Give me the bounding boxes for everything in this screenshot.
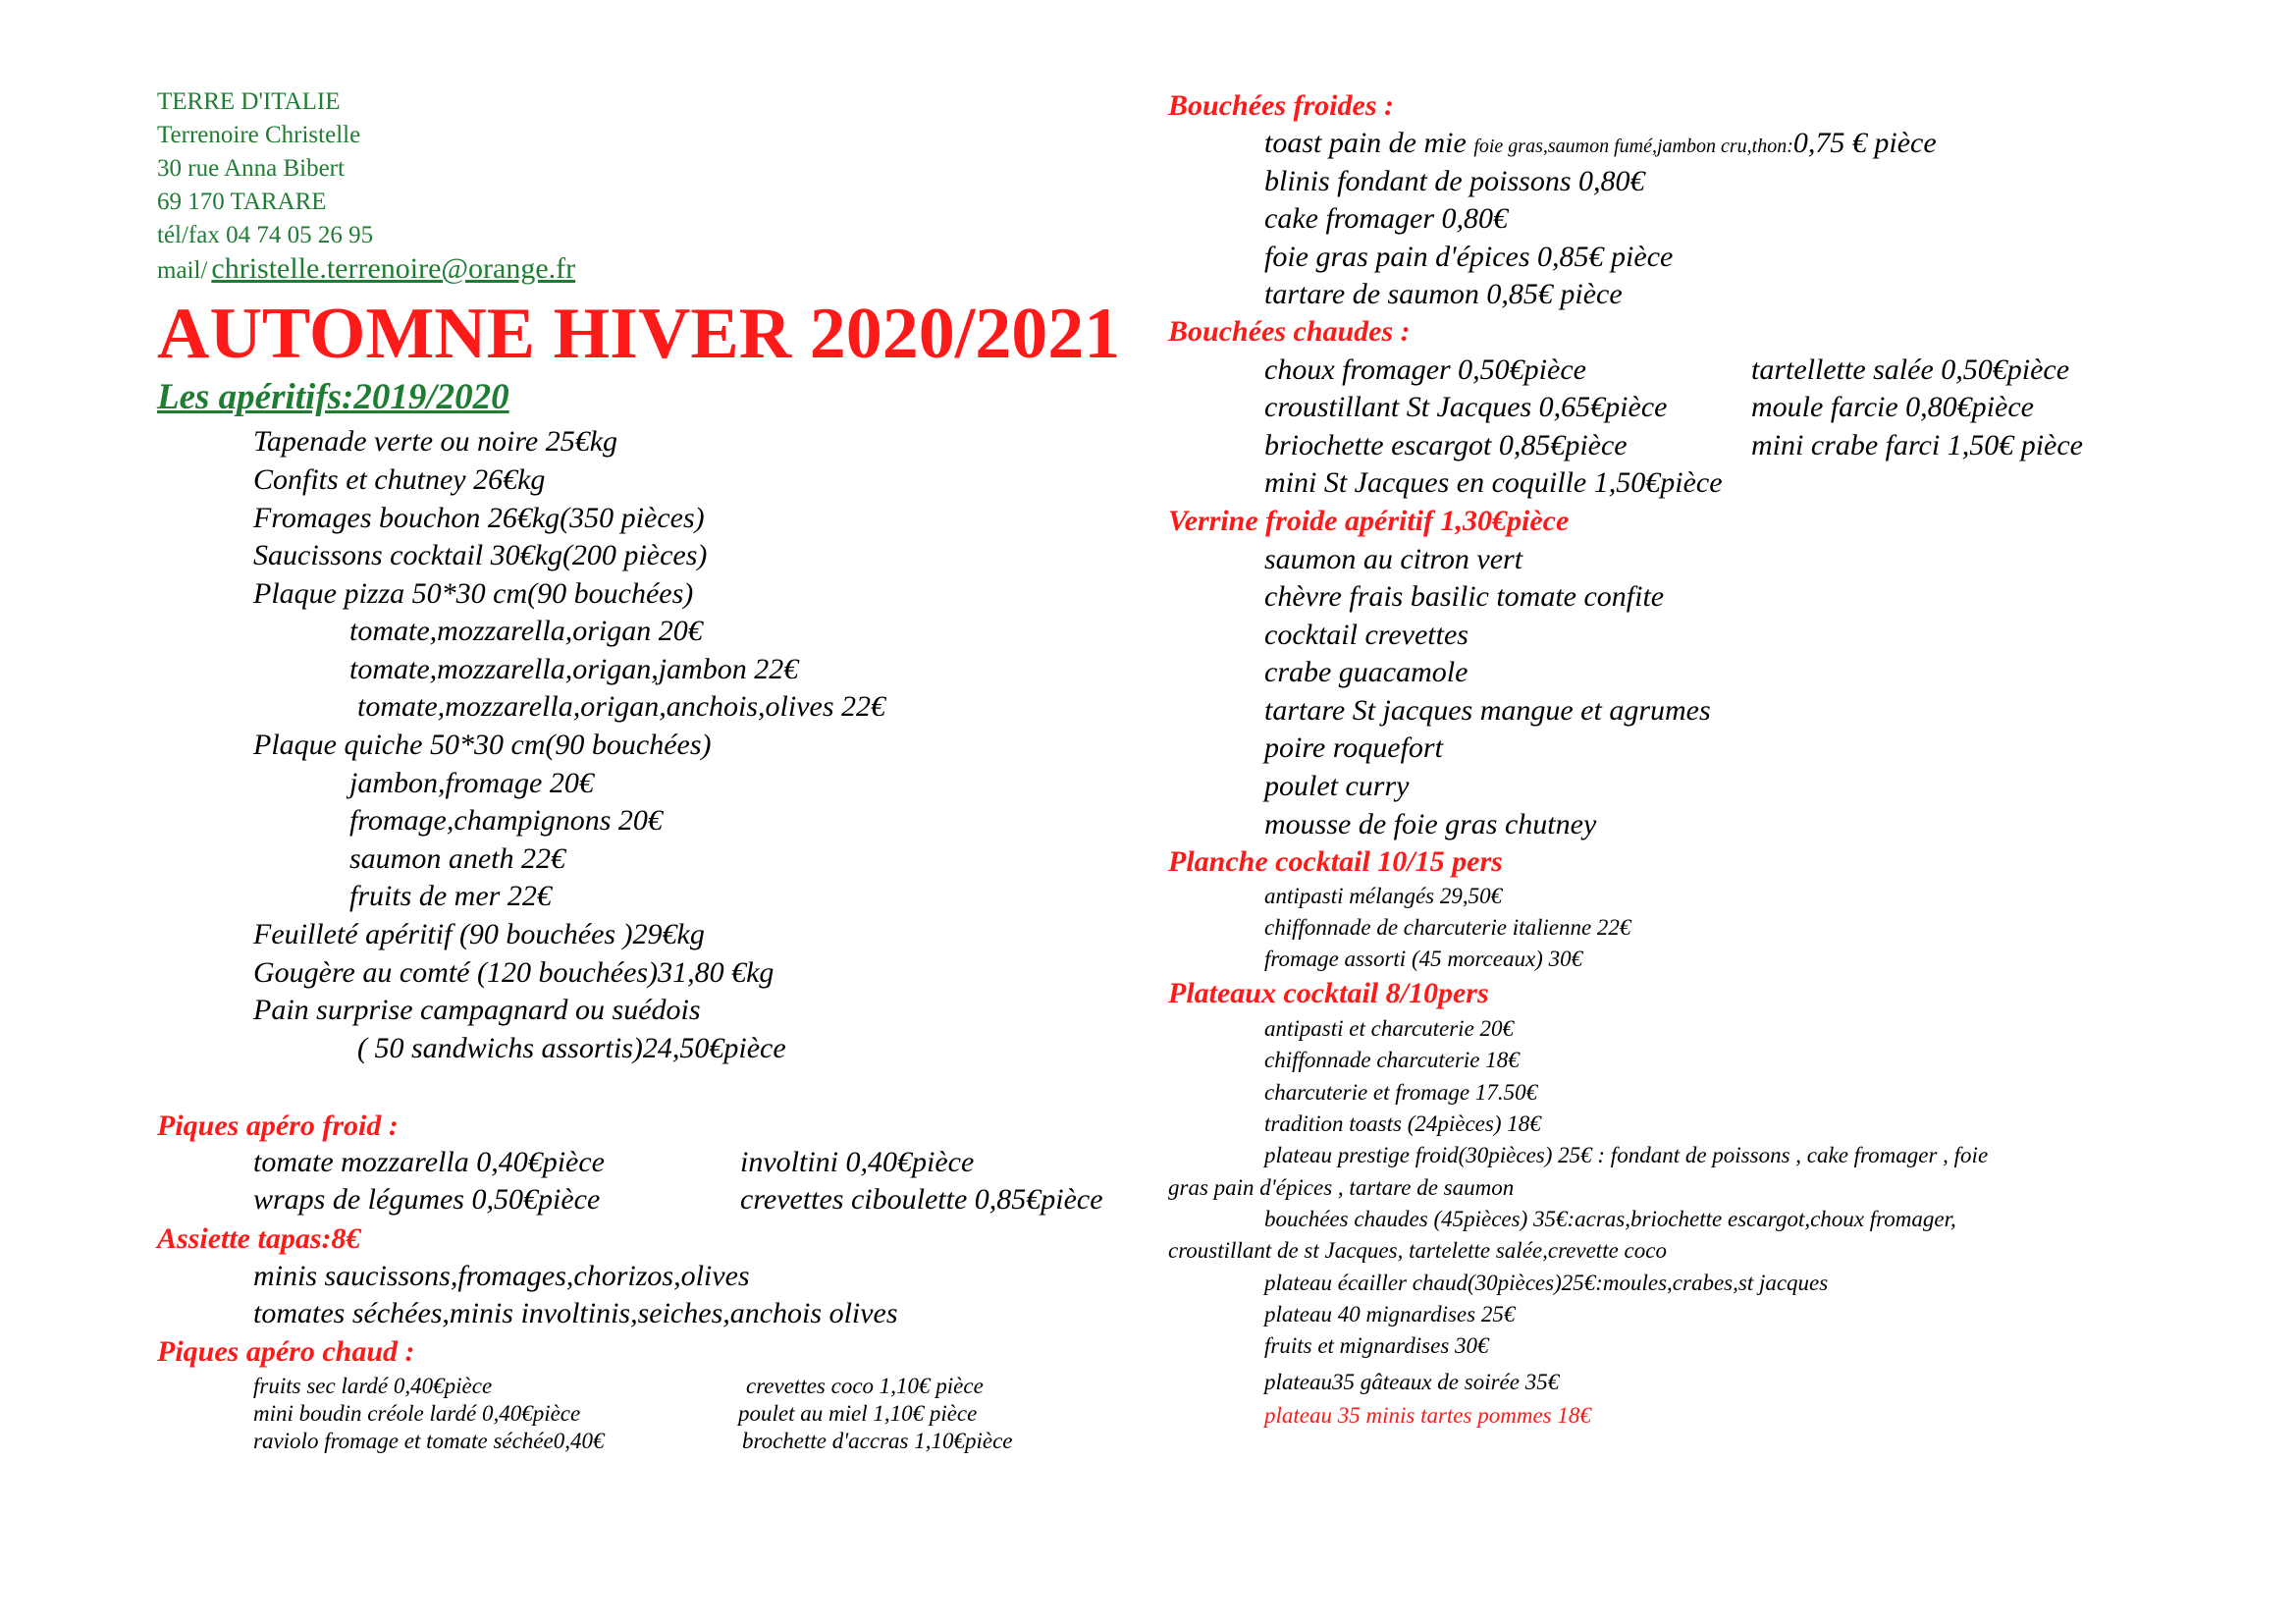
planche-heading: Planche cocktail 10/15 pers [1168, 845, 1503, 878]
list-item: saumon au citron vert [1264, 543, 1523, 575]
list-item [1264, 129, 1937, 158]
list-item: Fromages bouchon 26€kg(350 pièces) [253, 502, 705, 534]
bouchees-chaudes-heading: Bouchées chaudes : [1168, 315, 1411, 348]
list-item: tartare St jacques mangue et agrumes [1264, 694, 1711, 727]
list-item: poire roquefort [1264, 731, 1443, 764]
list-item: plateau35 gâteaux de soirée 35€ [1264, 1370, 1560, 1394]
city: 69 170 TARARE [157, 189, 327, 215]
list-item: tomates séchées,minis involtinis,seiches,anchois olives [253, 1297, 898, 1329]
list-item: plateau écailler chaud(30pièces)25€:moules,crabes,st jacques [1264, 1271, 1829, 1295]
list-item: mousse de foie gras chutney [1264, 808, 1597, 840]
list-item: fruits de mer 22€ [349, 880, 552, 912]
list-item: choux fromager 0,50€pièce [1264, 353, 1586, 386]
list-item: plateau 40 mignardises 25€ [1264, 1302, 1516, 1326]
list-item: Plaque pizza 50*30 cm(90 bouchées) [253, 577, 694, 610]
list-item: mini crabe farci 1,50€ pièce [1751, 429, 2083, 461]
list-item: raviolo fromage et tomate séchée0,40€ [253, 1429, 605, 1453]
list-item: Saucissons cocktail 30€kg(200 pièces) [253, 539, 708, 571]
list-item: involtini 0,40€pièce [740, 1146, 975, 1178]
list-item: brochette d'accras 1,10€pièce [742, 1429, 1013, 1453]
toast-price: 0,75 € pièce [1792, 127, 1937, 159]
list-item: fromage,champignons 20€ [349, 804, 663, 837]
list-item: Feuilleté apéritif (90 bouchées )29€kg [253, 918, 705, 950]
list-item: foie gras pain d'épices 0,85€ pièce [1264, 241, 1674, 273]
phone: tél/fax 04 74 05 26 95 [157, 222, 374, 248]
list-item: antipasti mélangés 29,50€ [1264, 884, 1503, 908]
list-item: cocktail crevettes [1264, 619, 1468, 651]
toast-label: toast pain de mie [1264, 127, 1474, 159]
list-item: Gougère au comté (120 bouchées)31,80 €kg [253, 956, 774, 989]
list-item: croustillant St Jacques 0,65€pièce [1264, 391, 1668, 423]
list-item: poulet au miel 1,10€ pièce [738, 1401, 978, 1426]
list-item: croustillant de st Jacques, tartelette salée,crevette coco [1168, 1238, 1667, 1263]
list-item: plateau prestige froid(30pièces) 25€ : fondant de poissons , cake fromager , foie [1264, 1143, 1989, 1167]
list-item: Pain surprise campagnard ou suédois [253, 994, 701, 1026]
list-item: fromage assorti (45 morceaux) 30€ [1264, 947, 1583, 971]
list-item: briochette escargot 0,85€pièce [1264, 429, 1628, 461]
email-link[interactable]: christelle.terrenoire@orange.fr [211, 252, 576, 285]
list-item-highlight: plateau 35 minis tartes pommes 18€ [1264, 1403, 1591, 1428]
list-item: bouchées chaudes (45pièces) 35€:acras,briochette escargot,choux fromager, [1264, 1207, 1956, 1231]
list-item: fruits sec lardé 0,40€pièce [253, 1374, 493, 1398]
mail-line [157, 254, 575, 284]
list-item: poulet curry [1264, 770, 1410, 802]
mail-prefix: mail/ [157, 257, 208, 284]
list-item: chiffonnade charcuterie 18€ [1264, 1048, 1520, 1072]
list-item: mini St Jacques en coquille 1,50€pièce [1264, 466, 1723, 499]
page-title: AUTOMNE HIVER 2020/2021 [157, 294, 1121, 374]
list-item: crevettes coco 1,10€ pièce [746, 1374, 984, 1398]
list-item: cake fromager 0,80€ [1264, 202, 1508, 235]
list-item: ( 50 sandwichs assortis)24,50€pièce [357, 1032, 786, 1064]
aperitifs-heading: Les apéritifs:2019/2020 [157, 377, 509, 417]
list-item: tomate,mozzarella,origan,anchois,olives 22€ [357, 690, 886, 723]
plateaux-heading: Plateaux cocktail 8/10pers [1168, 977, 1489, 1009]
address: 30 rue Anna Bibert [157, 155, 345, 182]
list-item: charcuterie et fromage 17.50€ [1264, 1080, 1538, 1105]
list-item: tomate,mozzarella,origan 20€ [349, 615, 703, 647]
list-item: Confits et chutney 26€kg [253, 463, 546, 496]
list-item: mini boudin créole lardé 0,40€pièce [253, 1401, 581, 1426]
list-item: minis saucissons,fromages,chorizos,olives [253, 1260, 750, 1292]
list-item: fruits et mignardises 30€ [1264, 1333, 1489, 1358]
list-item: saumon aneth 22€ [349, 842, 565, 875]
tapas-heading: Assiette tapas:8€ [157, 1222, 361, 1255]
piques-froid-heading: Piques apéro froid : [157, 1110, 399, 1142]
piques-chaud-heading: Piques apéro chaud : [157, 1335, 415, 1368]
list-item: jambon,fromage 20€ [349, 767, 594, 799]
list-item: moule farcie 0,80€pièce [1751, 391, 2034, 423]
owner-name: Terrenoire Christelle [157, 122, 361, 148]
list-item: chiffonnade de charcuterie italienne 22€ [1264, 915, 1631, 940]
list-item: tomate mozzarella 0,40€pièce [253, 1146, 605, 1178]
list-item: blinis fondant de poissons 0,80€ [1264, 165, 1645, 197]
list-item: tartare de saumon 0,85€ pièce [1264, 278, 1623, 310]
list-item: Tapenade verte ou noire 25€kg [253, 425, 618, 458]
list-item: crevettes ciboulette 0,85€pièce [740, 1183, 1103, 1216]
list-item: wraps de légumes 0,50€pièce [253, 1183, 601, 1216]
toast-detail: foie gras,saumon fumé,jambon cru,thon: [1473, 135, 1793, 157]
verrine-heading: Verrine froide apéritif 1,30€pièce [1168, 505, 1570, 537]
list-item: tradition toasts (24pièces) 18€ [1264, 1111, 1541, 1136]
list-item: gras pain d'épices , tartare de saumon [1168, 1175, 1515, 1200]
list-item: chèvre frais basilic tomate confite [1264, 580, 1665, 613]
bouchees-froides-heading: Bouchées froides : [1168, 89, 1394, 122]
list-item: tartellette salée 0,50€pièce [1751, 353, 2070, 386]
company-name: TERRE D'ITALIE [157, 88, 341, 115]
list-item: antipasti et charcuterie 20€ [1264, 1016, 1515, 1041]
list-item: tomate,mozzarella,origan,jambon 22€ [349, 653, 799, 685]
list-item: crabe guacamole [1264, 656, 1468, 688]
list-item: Plaque quiche 50*30 cm(90 bouchées) [253, 729, 712, 761]
